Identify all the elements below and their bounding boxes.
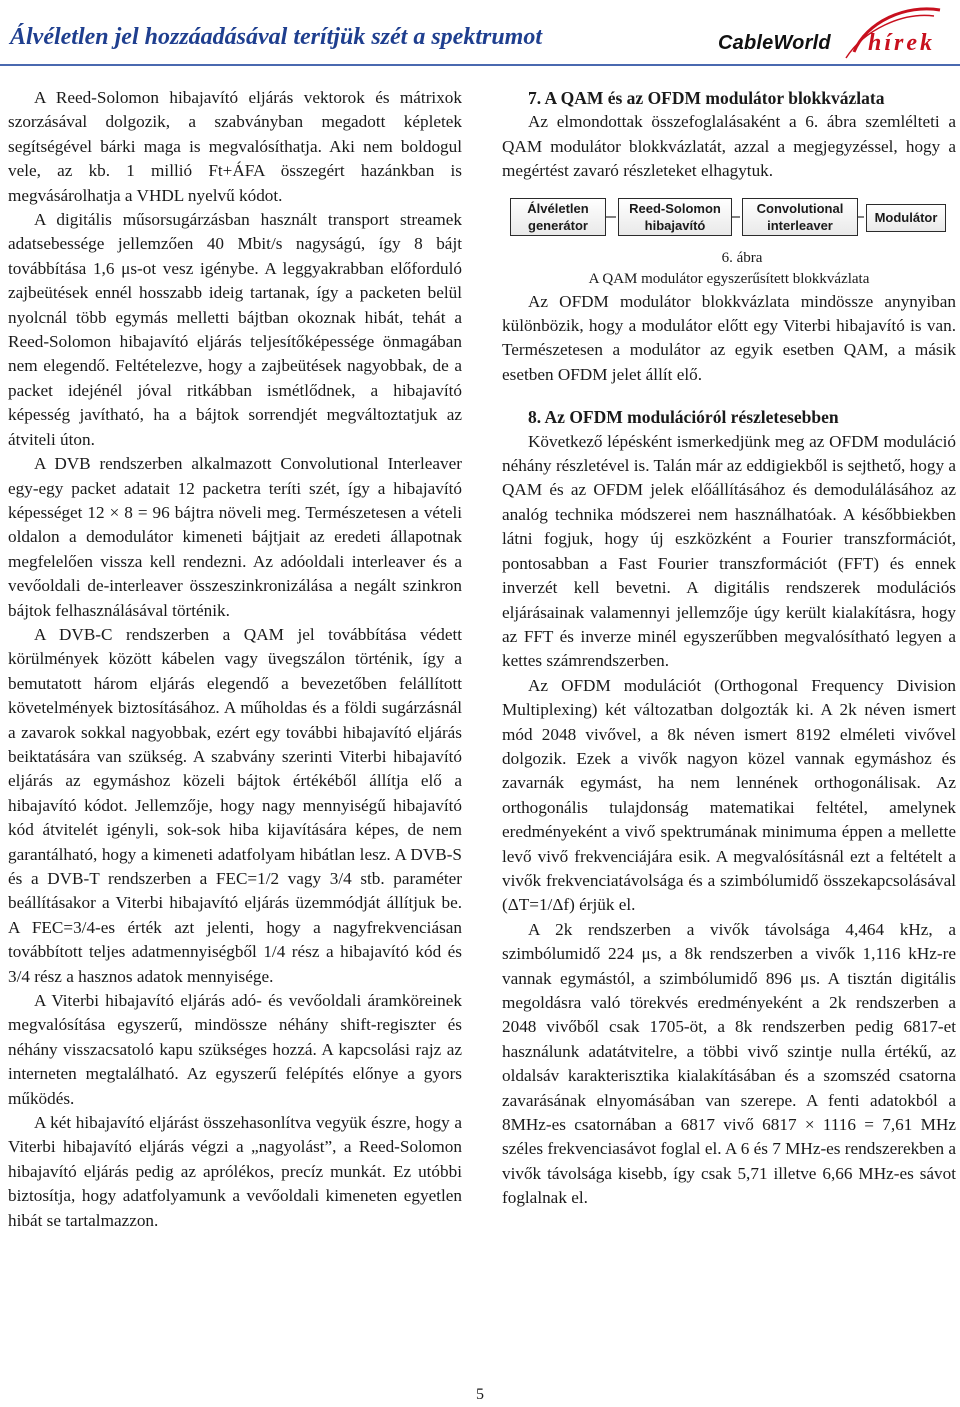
header-title: Álvéletlen jel hozzáadásával terítjük szét a spektrumot bbox=[10, 24, 543, 50]
header-rule bbox=[0, 64, 960, 66]
paragraph: A Viterbi hibajavító eljárás adó- és vevőoldali áramköreinek megvalósítása egyszerű, mindössze néhány shift-regiszter és néhány visszacsatoló kapu szükséges hozzá. A kapcsolási rajz az interneten megtalálható. Az egyszerű felépítés előnye a gyors működés. bbox=[8, 991, 462, 1108]
block-modulator: Modulátor bbox=[866, 204, 946, 232]
section-8-heading: 8. Az OFDM modulációról részletesebben bbox=[528, 407, 839, 428]
logo-suffix: hírek bbox=[868, 30, 936, 56]
paragraph: A DVB rendszerben alkalmazott Convolutional Interleaver egy-egy packet adatait 12 packetra teríti szét, így a hibajavító képességet 12 × 8 = 96 bájtra növeli meg. Természetesen a vételi oldalon a demodulátor kimeneti bájtjait az eredeti állapotnak megfelelően vissza kell rendezni. Az adóoldali interleaver és a vevőoldali de-interleaver összeszinkronizálása a negált szinkron bájtok felhasználásával történik. bbox=[8, 454, 462, 620]
block-convolutional-interleaver: Convolutional interleaver bbox=[742, 198, 858, 236]
paragraph: A két hibajavító eljárást összehasonlítva vegyük észre, hogy a Viterbi hibajavító eljárás végzi a „nagyolást”, a Reed-Solomon hibajavító eljárás pedig az aprólékos, precíz munkát. Ez utóbbi biztosítja, hogy adatfolyamunk a vevőoldali kimeneten egyetlen hibát se tartalmazzon. bbox=[8, 1113, 462, 1230]
paragraph: A Reed-Solomon hibajavító eljárás vektorok és mátrixok szorzásával dolgozik, a szabványban megadott képletek segítségével bárki maga is megvalósíthatja. Aki nem boldogul vele, az kb. 1 millió Ft+ÁFA összegért hazánkban is megvásárolhatja a VHDL nyelvű kódot. bbox=[8, 88, 462, 205]
cableworld-logo bbox=[718, 2, 958, 64]
logo-brand: CableWorld bbox=[718, 32, 831, 54]
arrow-icon bbox=[502, 198, 956, 238]
paragraph: Következő lépésként ismerkedjünk meg az OFDM moduláció néhány részletével is. Talán már az eddigiekből is sejthető, hogy a QAM és az OFDM jelek előállításához és demodulálásához az analóg technika módszerei nem használhatóak. A későbbiekben látni fogjuk, hogy új eszközként a Fourier transzformációt, pontosabban a Fast Fourier transzformációt (FFT) és ennek inverzét kell bevetni. A digitális rendszerek modulációs eljárásainak valamennyi jellemzője úgy került kialakításra, hogy az FFT és inverze minél egyszerűbben megvalósítható legyen a kettes számrendszerben. bbox=[502, 431, 956, 671]
block-pseudorandom-generator: Álvéletlen generátor bbox=[510, 198, 606, 236]
paragraph: Az OFDM modulációt (Orthogonal Frequency Division Multiplexing) két változatban dolgozták ki. A 2k néven ismert mód 2048 vivővel, a 8k néven ismert 8192 elméleti vivővel dolgozik. Ezek a vivők nagyon közel vannak egymáshoz és zavarnák egymást, ha nem lennének orthogonálisak. Az orthogonális tulajdonság matematikai feltétel, amelynek eredményeként a vivő spektrumának minimuma éppen a mellette levő vivő frekvenciájára esik. A megvalósításnál ezt a feltételt a vivők frekvenciatávolsága és a szimbólumidő összekapcsolásával (ΔT=1/Δf) érjük el. bbox=[502, 675, 956, 915]
paragraph: A DVB-C rendszerben a QAM jel továbbítása védett körülmények között kábelen vagy üvegszálon történik, így a bemutatott három eljárás elegendő a bevezetőben felállított követelmények biztosításához. A műholdas és a földi sugárzásnál a zavarok sokkal nagyobbak, ezért egy további hibajavító eljárás beiktatására van szükség. A szabvány szerinti Viterbi hibajavító eljárás az egymáshoz közeli bájtok értékéből állítja elő a hibajavító kódot. Jellemzője, hogy nagy mennyiségű hibajavító kód átvitelét igényli, sok-sok hiba kijavítására képes, de nem garantálható, hogy a kimeneti adatfolyam hibátlan lesz. A DVB-S és a DVB-T rendszerben a FEC=1/2 vagy 3/4 stb. paraméter beállításakor a Viterbi hibajavító eljárás üzemmódját állítjuk be. A FEC=3/4-es érték azt jelenti, hogy a nagyfrekvenciásan továbbított teljes adatmennyiségből 1/4 rész a hibajavító kód és 3/4 rész a hasznos adatok mennyisége. bbox=[8, 624, 462, 986]
paragraph: A 2k rendszerben a vivők távolsága 4,464 kHz, a szimbólumidő 224 μs, a 8k rendszerben a vivők 1,116 kHz-re vannak egymástól, a szimbólumidő 896 μs. A tisztán digitális megoldásra való törekvés eredményeként a 2k rendszerben a 2048 vivőből csak 1705-öt, a 8k rendszerben pedig 6817-et használunk adatátvitelre, a többi vivő szintje nulla értékű, az oldalsáv karakterisztika kialakításában és a szomszéd csatorna zavarásának elnyomásában van szerepe. A fenti adatokból a 8MHz-es csatornában a 6817 vivő 6817 × 1116 = 7,61 MHz széles frekvenciasávot foglal el. A 6 és 7 MHz-es rendszerekben a vivők távolsága kisebb, így csak 5,71 illetve 6,66 MHz-es sávot foglalnak el. bbox=[502, 919, 956, 1208]
page-header bbox=[0, 0, 960, 72]
right-column bbox=[502, 86, 956, 1211]
block-reed-solomon: Reed-Solomon hibajavító bbox=[618, 198, 732, 236]
paragraph: Az elmondottak összefoglalásaként a 6. ábra szemlélteti a QAM modulátor blokkvázlatát, azzal a megjegyzéssel, hogy a megértést zavaró részleteket elhagytuk. bbox=[502, 112, 956, 181]
figure-caption bbox=[502, 248, 956, 290]
block-diagram bbox=[502, 198, 956, 238]
figure-title: A QAM modulátor egyszerűsített blokkvázlata bbox=[588, 270, 870, 287]
paragraph: Az OFDM modulátor blokkvázlata mindössze anynyiban különbözik, hogy a modulátor előtt egy Viterbi hibajavító is van. Természetesen a modulátor az egyik esetben QAM, a másik esetben OFDM jelet állít elő. bbox=[502, 291, 956, 384]
page-number: 5 bbox=[476, 1386, 484, 1403]
section-7-heading: 7. A QAM és az OFDM modulátor blokkvázlata bbox=[528, 88, 885, 108]
figure-number: 6. ábra bbox=[721, 249, 763, 266]
paragraph: A digitális műsorsugárzásban használt transport streamek adatsebessége jellemzően 40 Mbit/s nagyságú, így 8 bájt továbbítása 1,6 μs-ot vesz igénybe. A leggyakrabban előforduló zajbeütések ennél hosszabb ideig tartanak, így a packeten belül nyolcnál több egymás melletti bájtban okoznak hibát, tehát a Reed-Solomon hibajavító eljárás teljesítőképessége önmagában nem elegendő. Feltételezve, hogy a zajbeütések nagyobbak, de a packet idejénél jóval ritkábban ismétlődnek, a hibajavító képesség javítható, ha a bájtok sorrendjét megváltoztatjuk az átviteli úton. bbox=[8, 210, 462, 449]
left-column bbox=[8, 86, 462, 1233]
